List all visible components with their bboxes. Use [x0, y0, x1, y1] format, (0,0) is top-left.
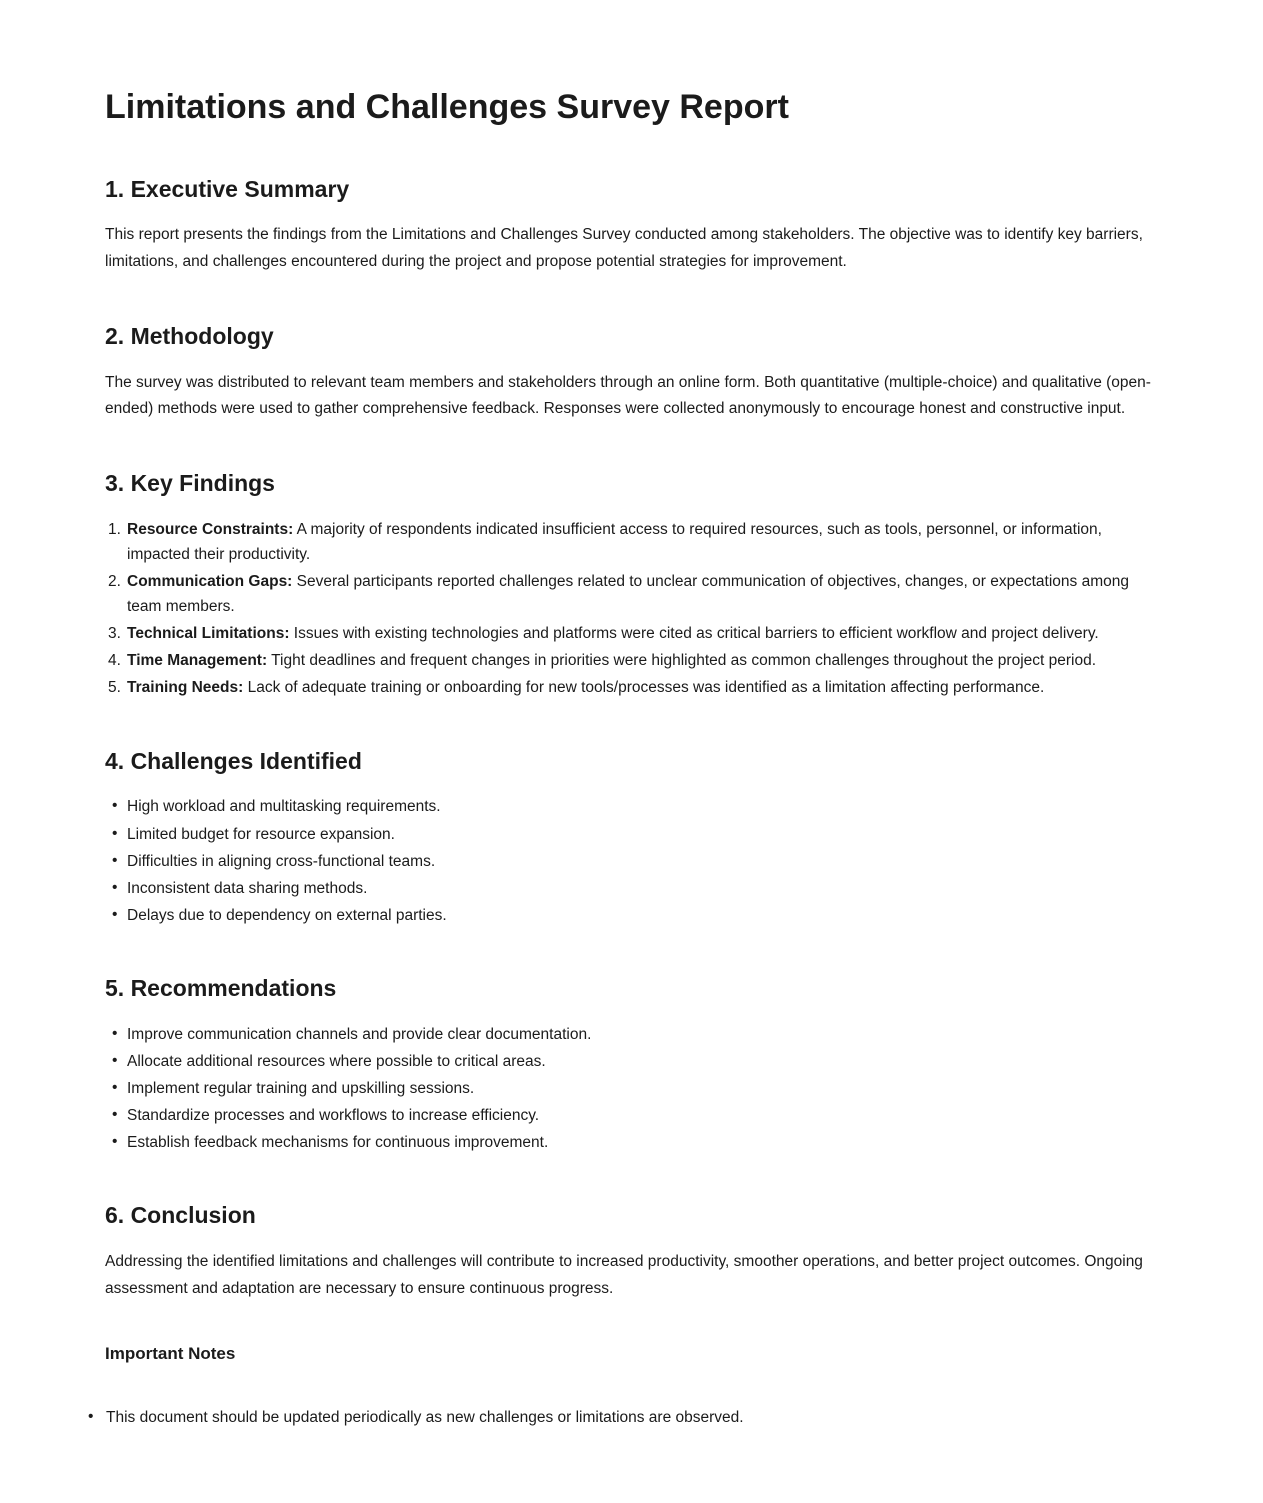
finding-text: Issues with existing technologies and platforms were cited as critical barriers to efficient workflow and project delivery.: [289, 625, 1099, 643]
finding-text: Several participants reported challenges related to unclear communication of objectives, changes, or expectations among team members.: [127, 573, 1129, 616]
list-item: [108, 648, 1158, 673]
executive-summary-paragraph: This report presents the findings from the Limitations and Challenges Survey conducted among stakeholders. The objective was to identify key barriers, limitations, and challenges encountered during the project and propose potential strategies for improvement.: [105, 226, 1143, 271]
bullet-icon: •: [112, 878, 118, 896]
recommendations-list: [105, 1022, 1158, 1156]
finding-lead: Time Management:: [127, 652, 268, 670]
list-number: 4.: [108, 652, 121, 670]
important-notes-list: [88, 1405, 1158, 1430]
finding-lead: Training Needs:: [127, 679, 244, 697]
finding-lead: Communication Gaps:: [127, 573, 293, 591]
conclusion-paragraph: Addressing the identified limitations and challenges will contribute to increased productivity, smoother operations, and better project outcomes. Ongoing assessment and adaptation are necessary to ensure continuous progress.: [105, 1253, 1143, 1297]
bullet-icon: •: [112, 1133, 118, 1151]
recommendation-text: Standardize processes and workflows to increase efficiency.: [127, 1107, 540, 1125]
heading-recommendations: 5. Recommendations: [105, 975, 337, 1001]
challenge-text: Inconsistent data sharing methods.: [127, 879, 368, 897]
list-item: [108, 675, 1158, 700]
bullet-icon: •: [112, 797, 118, 815]
list-item: [112, 794, 1158, 819]
recommendation-text: Implement regular training and upskilling sessions.: [127, 1080, 475, 1098]
heading-conclusion: 6. Conclusion: [105, 1202, 256, 1229]
document-title: Limitations and Challenges Survey Report: [105, 88, 789, 126]
list-item: [112, 1049, 1158, 1074]
heading-key-findings: 3. Key Findings: [105, 469, 275, 496]
bullet-icon: •: [112, 1106, 118, 1124]
recommendation-text: Establish feedback mechanisms for continuous improvement.: [127, 1134, 549, 1152]
list-number: 3.: [108, 625, 121, 643]
list-item: [108, 621, 1158, 646]
challenge-text: Difficulties in aligning cross-functional teams.: [127, 852, 436, 870]
bullet-icon: •: [112, 1079, 118, 1097]
finding-lead: Technical Limitations:: [127, 625, 290, 643]
methodology-paragraph: The survey was distributed to relevant team members and stakeholders through an online form. Both quantitative (multiple-choice) and qualitative (open-ended) methods were used to gather comprehensive feedback. Responses were collected anonymously to encourage honest and constructive input.: [105, 373, 1151, 418]
finding-text: Tight deadlines and frequent changes in priorities were highlighted as common challenges throughout the project period.: [267, 652, 1097, 670]
heading-challenges-identified: 4. Challenges Identified: [105, 747, 362, 774]
finding-text: A majority of respondents indicated insufficient access to required resources, such as tools, personnel, or information, impacted their productivity.: [127, 520, 1102, 563]
bullet-icon: •: [112, 1024, 118, 1042]
finding-lead: Resource Constraints:: [127, 520, 294, 538]
bullet-icon: •: [88, 1407, 94, 1425]
list-item: [112, 822, 1158, 847]
finding-text: Lack of adequate training or onboarding for new tools/processes was identified as a limitation affecting performance.: [243, 679, 1045, 697]
heading-methodology: 2. Methodology: [105, 322, 274, 349]
note-text: This document should be updated periodically as new challenges or limitations are observed.: [106, 1408, 744, 1426]
recommendation-text: Allocate additional resources where possible to critical areas.: [127, 1053, 546, 1070]
recommendation-text: Improve communication channels and provide clear documentation.: [127, 1025, 592, 1043]
list-item: [112, 876, 1158, 901]
bullet-icon: •: [112, 824, 118, 842]
list-number: 1.: [108, 520, 121, 538]
key-findings-list: [105, 517, 1158, 701]
challenges-list: [105, 794, 1158, 928]
heading-executive-summary: 1. Executive Summary: [105, 175, 350, 202]
list-item: [112, 1130, 1158, 1155]
list-item: [112, 1076, 1158, 1101]
heading-important-notes: Important Notes: [105, 1343, 236, 1363]
list-number: 2.: [108, 573, 121, 591]
list-item: [112, 849, 1158, 874]
list-item: [108, 569, 1158, 619]
challenge-text: Limited budget for resource expansion.: [127, 825, 395, 843]
bullet-icon: •: [112, 851, 118, 869]
list-item: [112, 1022, 1158, 1047]
list-item: [112, 903, 1158, 928]
challenge-text: High workload and multitasking requirements.: [127, 798, 441, 816]
bullet-icon: •: [112, 1052, 118, 1069]
list-number: 5.: [108, 679, 121, 697]
list-item: [88, 1405, 1158, 1430]
list-item: [108, 517, 1158, 567]
bullet-icon: •: [112, 905, 118, 923]
challenge-text: Delays due to dependency on external parties.: [127, 906, 447, 924]
list-item: [112, 1103, 1158, 1128]
